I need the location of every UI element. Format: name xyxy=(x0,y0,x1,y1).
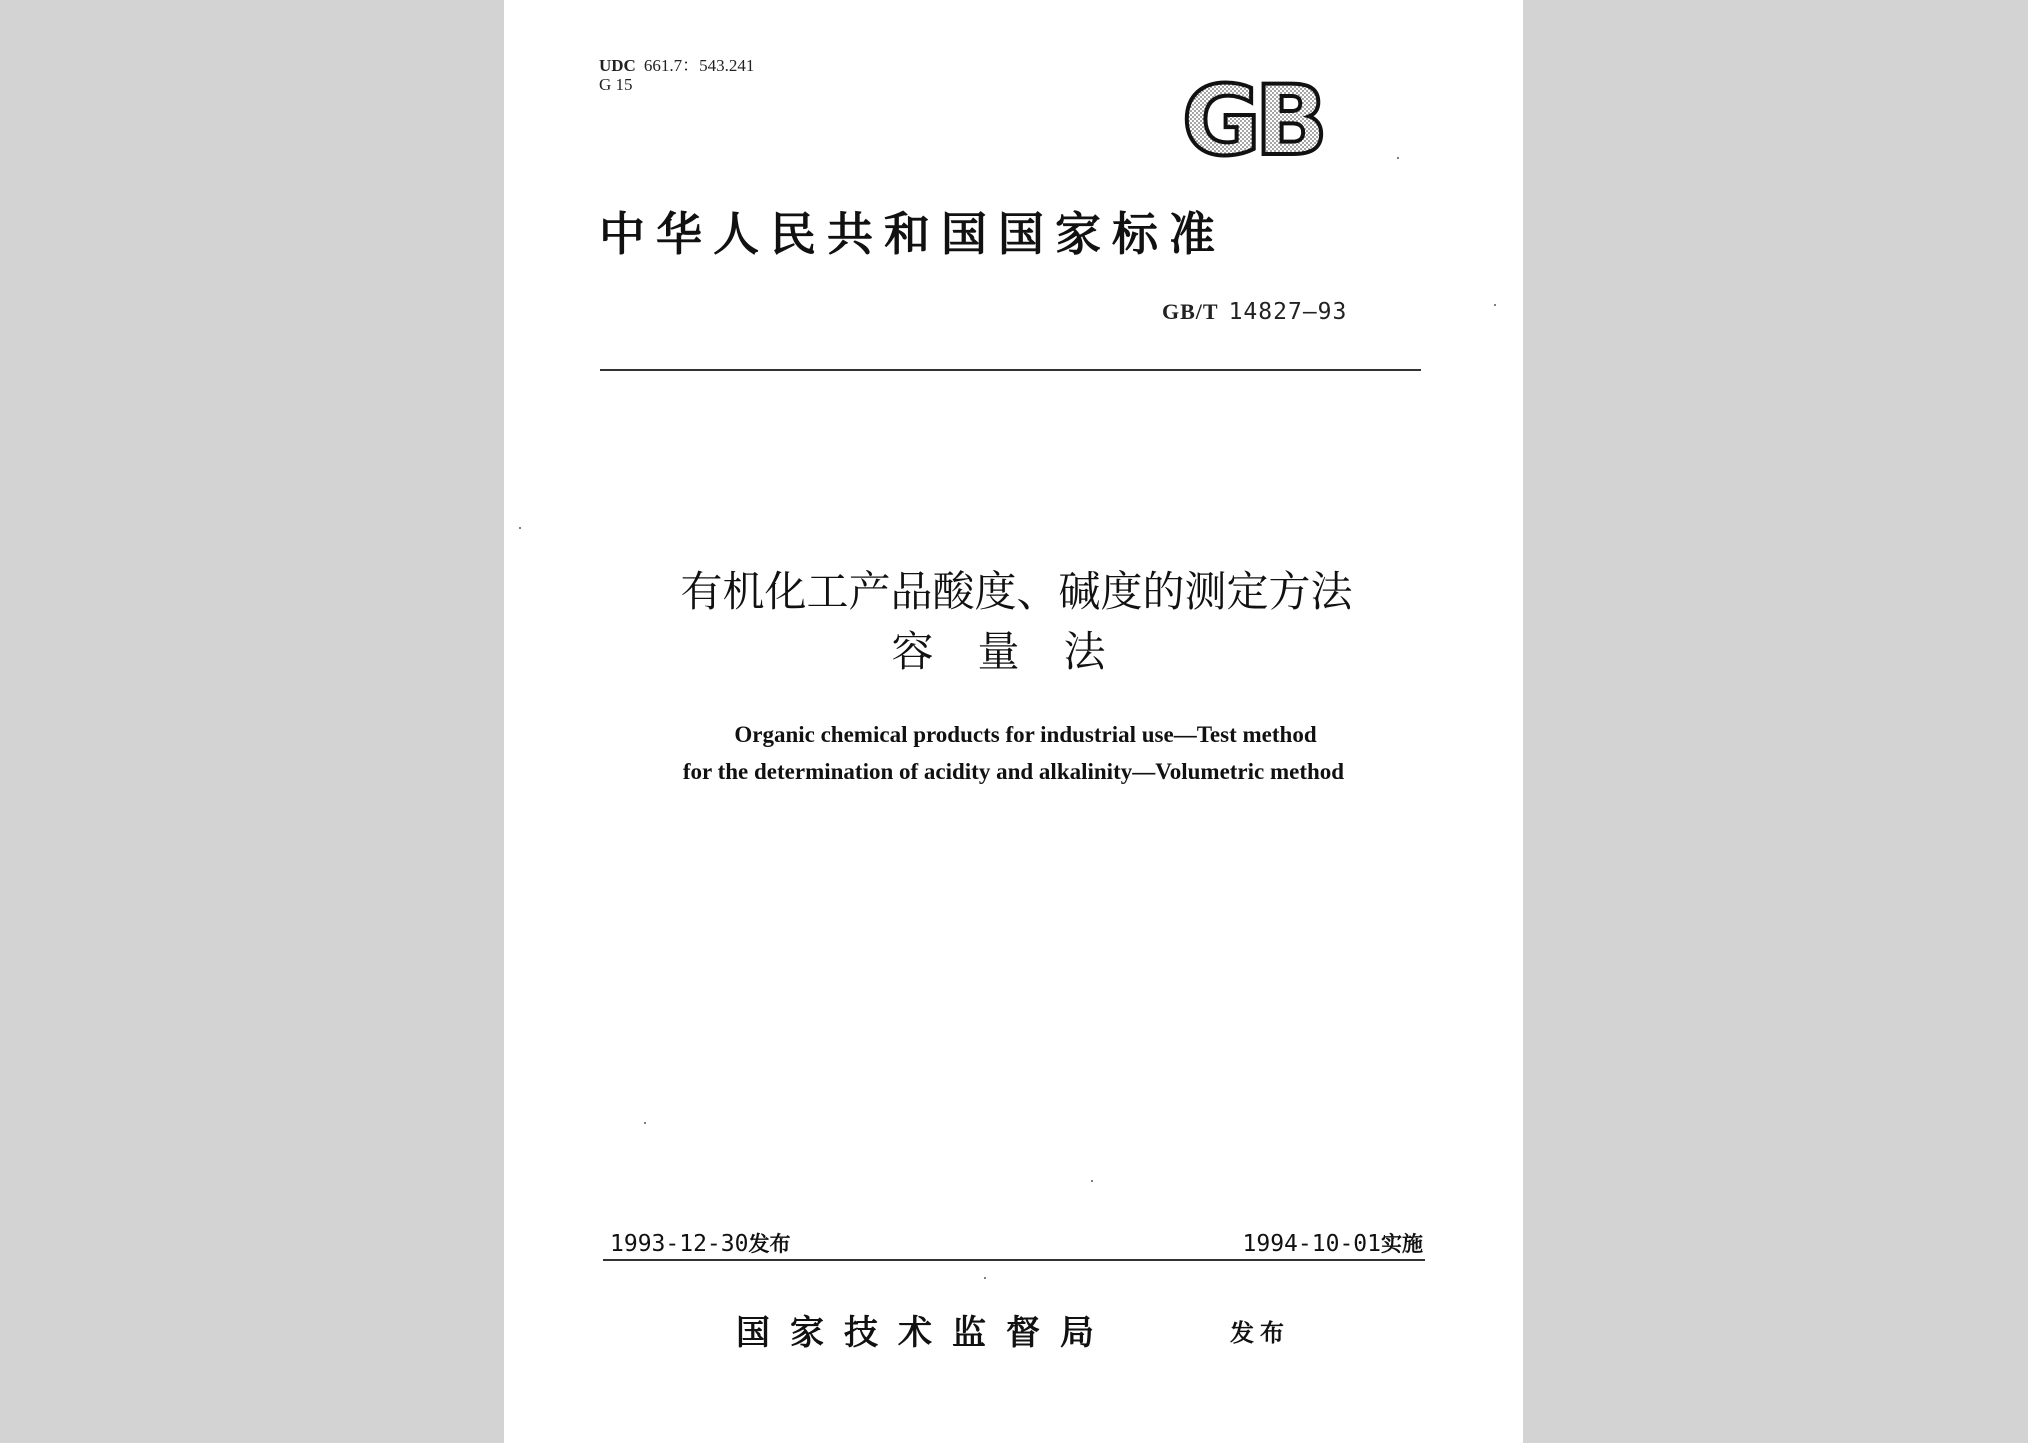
implement-date-group xyxy=(1243,1228,1423,1258)
document-page xyxy=(504,0,1523,1443)
publish-date-group xyxy=(610,1228,790,1258)
gb-logo xyxy=(1174,70,1360,168)
english-title-line-1: Organic chemical products for industrial use—Test method xyxy=(734,722,1317,747)
scan-speck xyxy=(1494,304,1496,306)
udc-code: 661.7：543.241 xyxy=(643,56,755,75)
gb-logo-text: GB xyxy=(1182,70,1322,168)
gb-logo-graphic xyxy=(1174,70,1360,168)
publish-date-label: 发布 xyxy=(748,1232,791,1256)
standard-number-value: 14827—93 xyxy=(1228,299,1348,325)
publisher-name: 国家技术监督局 xyxy=(736,1313,1114,1353)
udc-label: UDC xyxy=(599,56,636,75)
chinese-title xyxy=(504,562,1523,682)
scan-speck xyxy=(1091,1180,1093,1182)
chinese-title-line-1: 有机化工产品酸度、碱度的测定方法 xyxy=(680,567,1353,616)
national-standard-title: 中华人民共和国国家标准 xyxy=(599,207,1226,261)
scan-speck xyxy=(644,1122,646,1124)
english-title xyxy=(504,716,1523,790)
scan-speck xyxy=(1397,157,1399,159)
classification-code: G 15 xyxy=(599,75,633,94)
implement-date-label: 实施 xyxy=(1381,1232,1423,1256)
publish-date: 1993-12-30 xyxy=(610,1231,749,1257)
scan-speck xyxy=(519,527,521,529)
standard-number xyxy=(1162,299,1347,325)
scan-speck xyxy=(984,1277,986,1279)
dates-row xyxy=(604,1228,1425,1260)
english-title-line-2: for the determination of acidity and alkalinity—Volumetric method xyxy=(682,759,1345,784)
publisher-publish-word: 发布 xyxy=(1230,1319,1290,1347)
standard-prefix: GB/T xyxy=(1162,299,1219,324)
implement-date: 1994-10-01 xyxy=(1242,1231,1381,1257)
chinese-title-line-2: 容量法 xyxy=(891,627,1150,676)
footer-divider xyxy=(603,1259,1425,1261)
header-divider xyxy=(600,369,1421,371)
udc-code-line xyxy=(599,56,754,75)
udc-block xyxy=(599,56,754,94)
